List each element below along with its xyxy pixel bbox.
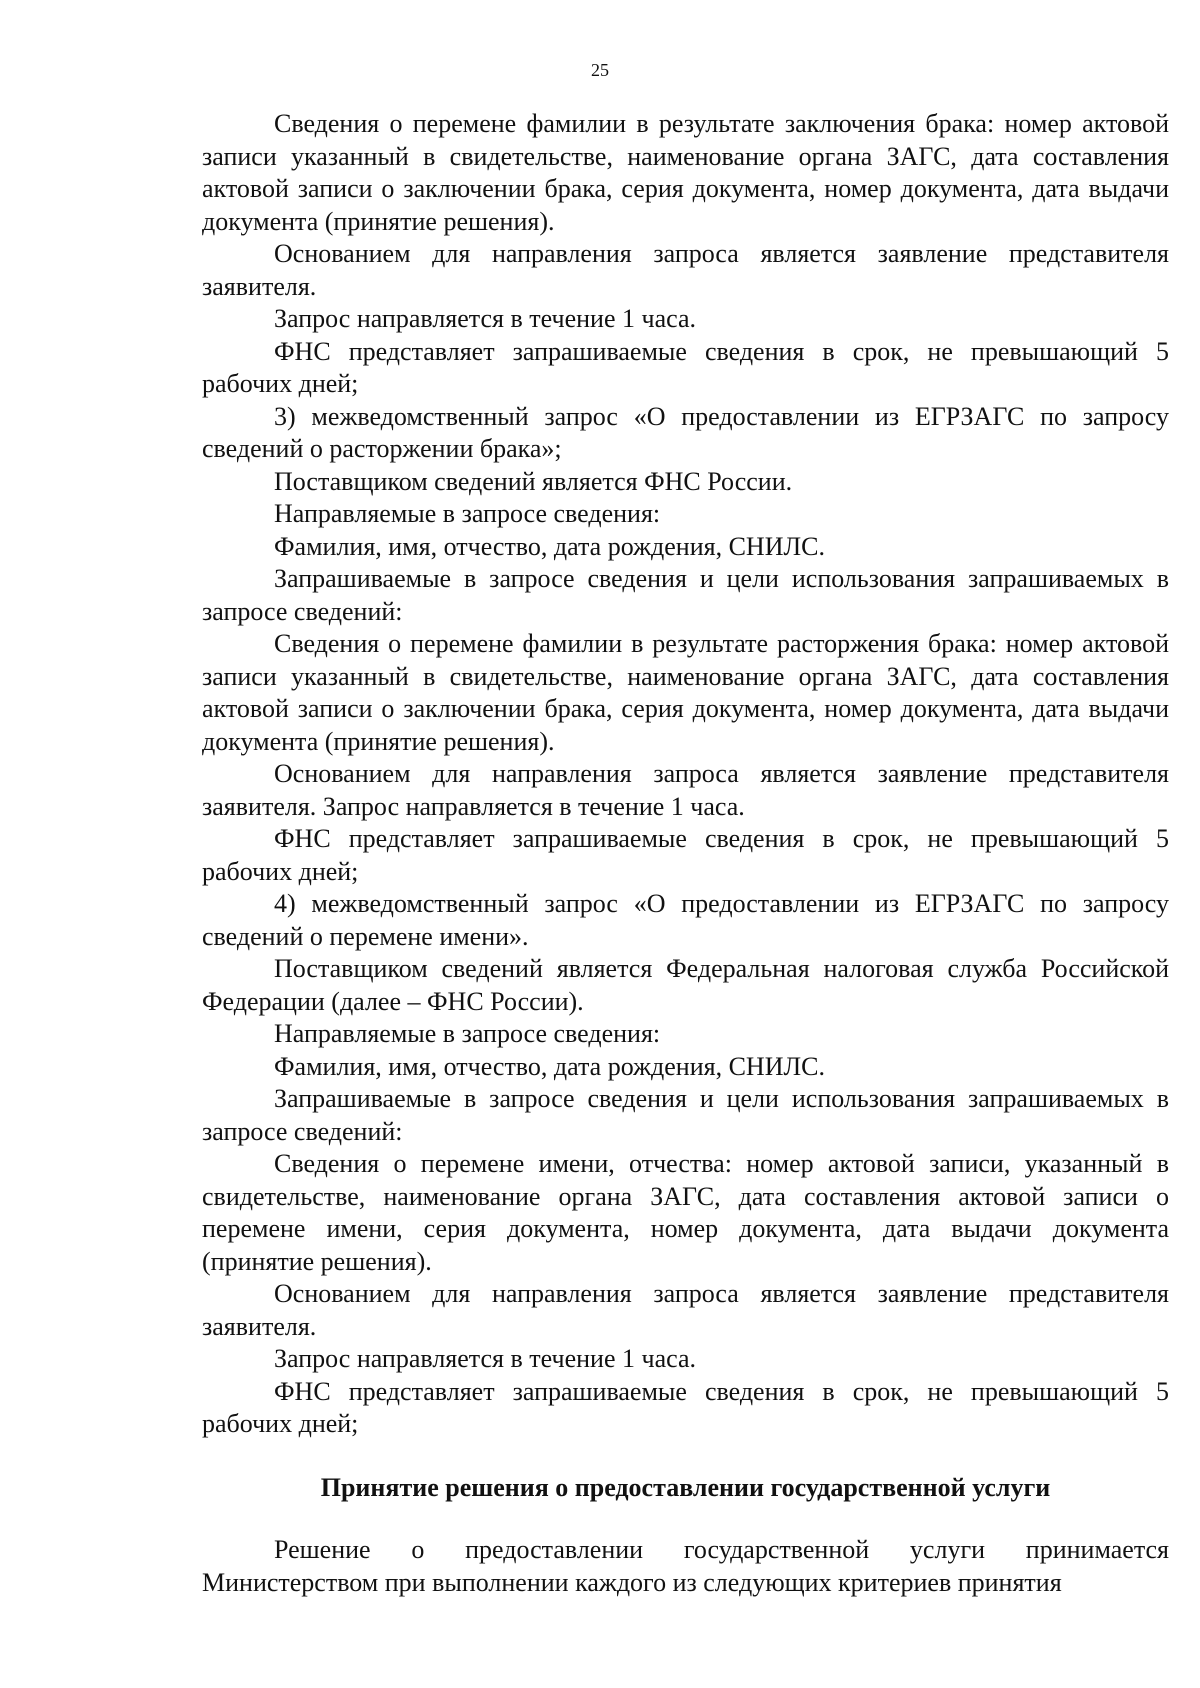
paragraph-request-timing: Запрос направляется в течение 1 часа. <box>274 1344 697 1373</box>
paragraph-requested-data-label: Запрашиваемые в запросе сведения и цели использования запрашиваемых в запросе сведений: <box>202 564 1169 626</box>
paragraph-name-change-request: 4) межведомственный запрос «О предоставлении из ЕГРЗАГС по запросу сведений о перемене имени». <box>202 889 1169 951</box>
paragraph-request-basis: Основанием для направления запроса является заявление представителя заявителя. <box>202 239 1169 301</box>
paragraph-request-timing: Запрос направляется в течение 1 часа. <box>274 304 697 333</box>
paragraph-sent-data: Фамилия, имя, отчество, дата рождения, СНИЛС. <box>274 531 825 561</box>
paragraph-divorce-surname-details: Сведения о перемене фамилии в результате расторжения брака: номер актовой записи указанный в свидетельстве, наименование органа ЗАГС, дата составления актовой записи о заключении брака, серия документа, номер документа, дата выдачи документа (принятие решения). <box>202 629 1169 756</box>
page-number: 25 <box>591 60 609 80</box>
paragraph-sent-data-label: Направляемые в запросе сведения: <box>274 499 661 528</box>
paragraph-divorce-request: 3) межведомственный запрос «О предоставлении из ЕГРЗАГС по запросу сведений о расторжении брака»; <box>202 401 1169 463</box>
paragraph-fns-response-term: ФНС представляет запрашиваемые сведения в срок, не превышающий 5 рабочих дней; <box>202 336 1169 398</box>
section-heading: Принятие решения о предоставлении государственной услуги <box>320 1472 1051 1502</box>
document-body <box>202 108 1169 1599</box>
paragraph-supplier-full: Поставщиком сведений является Федеральная налоговая служба Российской Федерации (далее – ФНС России). <box>202 954 1169 1016</box>
paragraph-request-basis-timing: Основанием для направления запроса является заявление представителя заявителя. Запрос направляется в течение 1 часа. <box>202 759 1169 821</box>
paragraph-requested-data-label: Запрашиваемые в запросе сведения и цели использования запрашиваемых в запросе сведений: <box>202 1084 1169 1146</box>
paragraph-supplier: Поставщиком сведений является ФНС России. <box>274 466 793 496</box>
paragraph-sent-data: Фамилия, имя, отчество, дата рождения, СНИЛС. <box>274 1051 825 1081</box>
paragraph-request-basis: Основанием для направления запроса является заявление представителя заявителя. <box>202 1279 1169 1341</box>
paragraph-marriage-surname-details: Сведения о перемене фамилии в результате заключения брака: номер актовой записи указанный в свидетельстве, наименование органа ЗАГС, дата составления актовой записи о заключении брака, серия документа, номер документа, дата выдачи документа (принятие решения). <box>202 109 1169 236</box>
paragraph-sent-data-label: Направляемые в запросе сведения: <box>274 1019 661 1048</box>
paragraph-fns-response-term: ФНС представляет запрашиваемые сведения в срок, не превышающий 5 рабочих дней; <box>202 1376 1169 1438</box>
paragraph-name-change-details: Сведения о перемене имени, отчества: номер актовой записи, указанный в свидетельстве, наименование органа ЗАГС, дата составления актовой записи о перемене имени, серия документа, номер документа, дата выдачи документа (принятие решения). <box>202 1149 1169 1276</box>
paragraph-fns-response-term: ФНС представляет запрашиваемые сведения в срок, не превышающий 5 рабочих дней; <box>202 824 1169 886</box>
paragraph-decision-criteria: Решение о предоставлении государственной услуги принимается Министерством при выполнении каждого из следующих критериев принятия <box>202 1535 1169 1597</box>
